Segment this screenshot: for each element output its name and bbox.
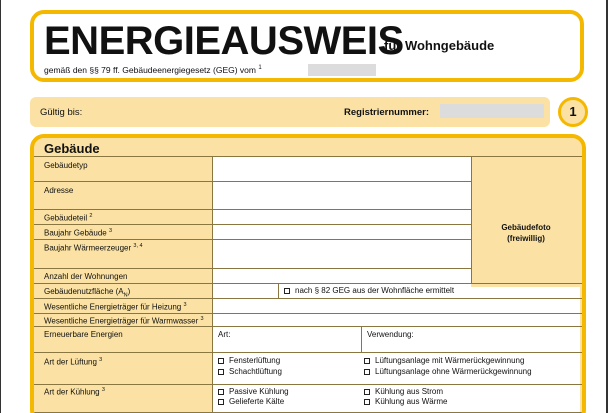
checkbox[interactable]: [218, 358, 224, 364]
label-ventilation-type: [44, 357, 102, 367]
label-hot-water-energy-source-text: Wesentliche Energieträger für Warmwasser: [44, 316, 199, 326]
label-usable-area-text: Gebäudenutzfläche (A: [44, 287, 124, 296]
certificate-subtitle: für Wohngebäude: [384, 38, 495, 53]
footnote-mark: 2: [89, 213, 93, 219]
label-heat-generator-year-text: Baujahr Wärmeerzeuger: [44, 243, 132, 253]
label-hot-water-energy-source: [44, 316, 204, 326]
label-usable-area: [44, 287, 130, 299]
cooling-option-heat[interactable]: [364, 397, 447, 406]
ventilation-option-with-recovery[interactable]: [364, 356, 524, 365]
footnote-mark: 3: [99, 357, 103, 363]
registration-number-field[interactable]: [440, 104, 544, 118]
renewable-type-label: Art:: [218, 330, 231, 339]
label-renewable-energy: Erneuerbare Energien: [44, 330, 123, 339]
photo-label-title: Gebäudefoto: [501, 223, 551, 232]
page-border-left: [0, 0, 1, 413]
law-reference: [44, 65, 262, 75]
cooling-option-label: Kühlung aus Strom: [375, 387, 444, 396]
label-building-part: [44, 213, 92, 223]
certificate-header: [30, 10, 584, 82]
certificate-title: ENERGIEAUSWEIS: [44, 19, 404, 63]
label-address: Adresse: [44, 186, 74, 195]
usable-area-option[interactable]: [284, 286, 454, 295]
usable-area-option-label: nach § 82 GEG aus der Wohnfläche ermittelt: [295, 286, 455, 295]
checkbox[interactable]: [364, 369, 370, 375]
ventilation-option-window[interactable]: [218, 356, 280, 365]
valid-until-label: Gültig bis:: [40, 107, 83, 118]
label-heating-energy-source-text: Wesentliche Energieträger für Heizung: [44, 302, 182, 312]
law-footnote-mark: 1: [258, 65, 262, 72]
cooling-option-label: Kühlung aus Wärme: [375, 397, 448, 406]
ventilation-option-label: Schachtlüftung: [229, 367, 282, 376]
label-cooling-type: [44, 387, 105, 397]
ventilation-option-label: Lüftungsanlage mit Wärmerückgewinnung: [375, 356, 525, 365]
checkbox[interactable]: [364, 358, 370, 364]
renewable-usage-label: Verwendung:: [367, 330, 414, 339]
page-number-badge: 1: [558, 97, 588, 127]
checkbox[interactable]: [218, 399, 224, 405]
label-construction-year-text: Baujahr Gebäude: [44, 228, 107, 238]
label-building-part-text: Gebäudeteil: [44, 213, 88, 223]
ventilation-option-label: Fensterlüftung: [229, 356, 281, 365]
footnote-mark: 3, 4: [133, 243, 143, 249]
footnote-mark: 3: [200, 316, 204, 322]
cooling-option-passive[interactable]: [218, 387, 289, 396]
cooling-option-delivered[interactable]: [218, 397, 284, 406]
label-heat-generator-year: [44, 243, 143, 253]
validity-bar: [30, 97, 550, 127]
usable-area-subscript: N: [123, 292, 128, 299]
label-usable-area-close: ): [127, 287, 131, 296]
photo-label-optional: (freiwillig): [507, 234, 545, 243]
label-heating-energy-source: [44, 302, 187, 312]
label-building-type: Gebäudetyp: [44, 161, 88, 170]
label-cooling-type-text: Art der Kühlung: [44, 387, 100, 397]
ventilation-option-shaft[interactable]: [218, 367, 282, 376]
label-number-of-apartments: Anzahl der Wohnungen: [44, 272, 128, 281]
cooling-option-label: Passive Kühlung: [229, 387, 289, 396]
checkbox[interactable]: [364, 389, 370, 395]
checkbox[interactable]: [218, 369, 224, 375]
footnote-mark: 3: [108, 228, 113, 234]
ventilation-option-without-recovery[interactable]: [364, 367, 532, 376]
building-photo-placeholder: [468, 222, 584, 244]
cooling-option-electric[interactable]: [364, 387, 443, 396]
building-section: [30, 134, 586, 413]
section-title: Gebäude: [44, 141, 100, 156]
cooling-option-label: Gelieferte Kälte: [229, 397, 285, 406]
registration-number-label: Registriernummer:: [344, 107, 429, 118]
checkbox[interactable]: [364, 399, 370, 405]
checkbox[interactable]: [218, 389, 224, 395]
footnote-mark: 3: [183, 302, 187, 308]
law-reference-text: gemäß den §§ 79 ff. Gebäudeenergiegesetz (GEG) vom: [44, 65, 256, 75]
footnote-mark: 3: [101, 387, 105, 393]
law-date-field[interactable]: [308, 64, 376, 76]
label-ventilation-type-text: Art der Lüftung: [44, 357, 97, 367]
ventilation-option-label: Lüftungsanlage ohne Wärmerückgewinnung: [375, 367, 532, 376]
label-construction-year: [44, 228, 112, 238]
checkbox[interactable]: [284, 288, 290, 294]
